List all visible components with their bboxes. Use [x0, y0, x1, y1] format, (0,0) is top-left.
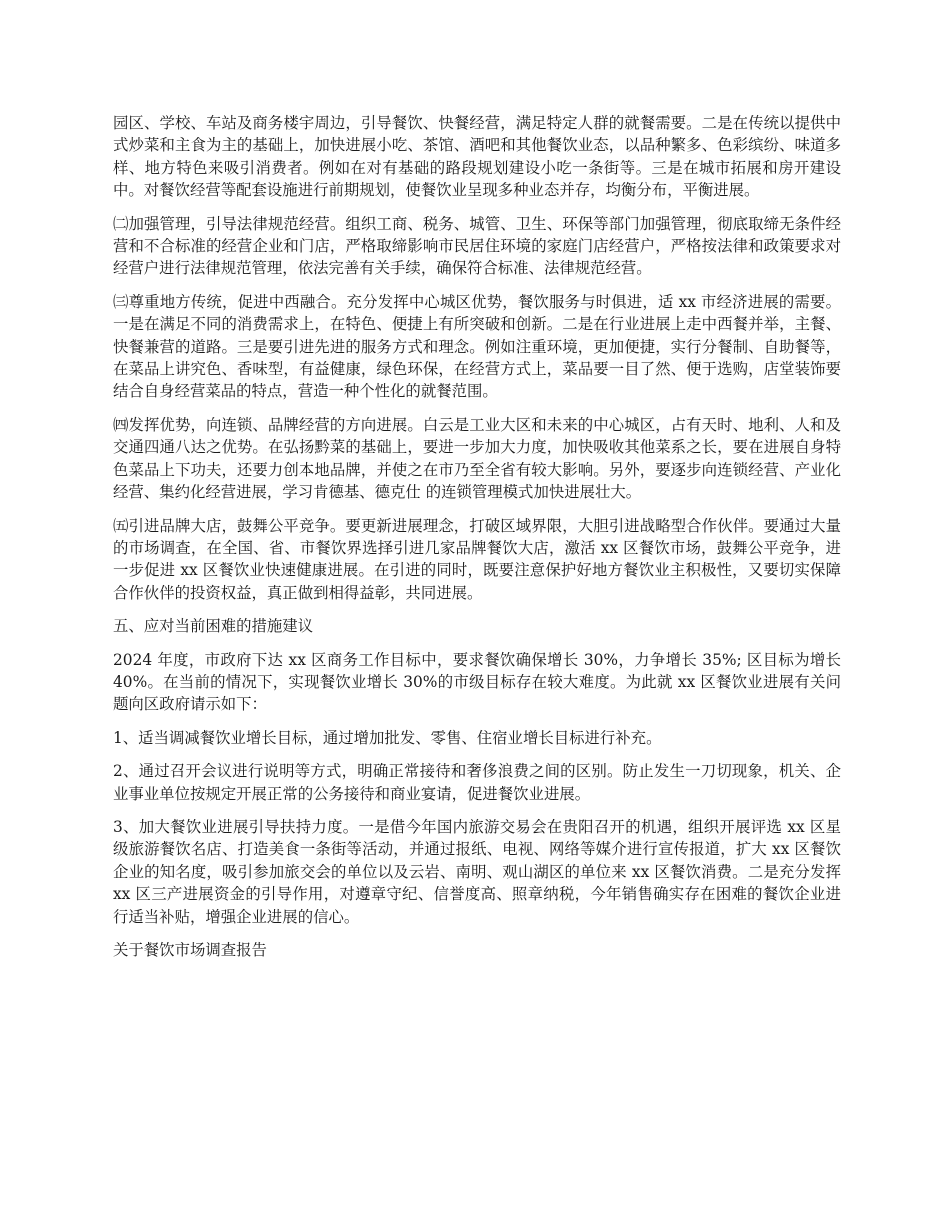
- list-item-1: 1、适当调减餐饮业增长目标，通过增加批发、零售、住宿业增长目标进行补充。: [113, 728, 662, 747]
- paragraph-item-4: ㈣发挥优势，向连锁、品牌经营的方向进展。白云是工业大区和未来的中心城区，占有天时、地利、人和及交通四通八达之优势。在弘扬黔菜的基础上，要进一步加大力度，加快吸收其他菜系之长，要在进展自身特色菜品上下功夫，还要力创本地品牌，并使之在市乃至全省有较大影响。另外，要逐步向连锁经营、产业化经营、集约化经营进展，学习肯德基、德克仕 的连锁管理模式加快进展壮大。: [113, 415, 841, 502]
- paragraph-intro: 园区、学校、车站及商务楼宇周边，引导餐饮、快餐经营，满足特定人群的就餐需要。二是在传统以提供中式炒菜和主食为主的基础上，加快进展小吃、茶馆、酒吧和其他餐饮业态，以品种繁多、色彩缤纷、味道多样、地方特色来吸引消费者。例如在对有基础的路段规划建设小吃一条街等。三是在城市拓展和房开建设中。对餐饮经营等配套设施进行前期规划，使餐饮业呈现多种业态并存，均衡分布，平衡进展。: [113, 114, 841, 200]
- paragraph-item-3: ㈢尊重地方传统，促进中西融合。充分发挥中心城区优势，餐饮服务与时俱进，适 xx 市经济进展的需要。一是在满足不同的消费需求上，在特色、便捷上有所突破和创新。二是在行业进展上走中西餐并举，主餐、快餐兼营的道路。三是要引进先进的服务方式和理念。例如注重环境，更加便捷，实行分餐制、自助餐等，在菜品上讲究色、香味型，有益健康，绿色环保，在经营方式上，菜品要一目了然、便于选购，店堂装饰要结合自身经营菜品的特点，营造一种个性化的就餐范围。: [113, 292, 841, 401]
- list-item-2: 2、通过召开会议进行说明等方式，明确正常接待和奢侈浪费之间的区别。防止发生一刀切现象，机关、企业事业单位按规定开展正常的公务接待和商业宴请，促进餐饮业进展。: [113, 762, 841, 803]
- paragraph-item-2: ㈡加强管理，引导法律规范经营。组织工商、税务、城管、卫生、环保等部门加强管理，彻底取缔无条件经营和不合标准的经营企业和门店，严格取缔影响市民居住环境的家庭门店经营户，严格按法律和政策要求对经营户进行法律规范管理，依法完善有关手续，确保符合标准、法律规范经营。: [113, 214, 841, 278]
- closing-title: 关于餐饮市场调查报告: [113, 941, 267, 959]
- paragraph-targets: 2024 年度，市政府下达 xx 区商务工作目标中，要求餐饮确保增长 30%，力争增长 35%; 区目标为增长 40%。在当前的情况下，实现餐饮业增长 30%的市级目标存在较大难度。为此就 xx 区餐饮业进展有关问题向区政府请示如下：: [113, 650, 841, 714]
- paragraph-item-5: ㈤引进品牌大店，鼓舞公平竞争。要更新进展理念，打破区域界限，大胆引进战略型合作伙伴。要通过大量的市场调查，在全国、省、市餐饮界选择引进几家品牌餐饮大店，激活 xx 区餐饮市场，鼓舞公平竞争，进一步促进 xx 区餐饮业快速健康进展。在引进的同时，既要注意保护好地方餐饮业主积极性，又要切实保障合作伙伴的投资权益，真正做到相得益彰，共同进展。: [113, 516, 841, 602]
- document-page: [113, 112, 841, 972]
- list-item-3: 3、加大餐饮业进展引导扶持力度。一是借今年国内旅游交易会在贵阳召开的机遇，组织开展评选 xx 区星级旅游餐饮名店、打造美食一条街等活动，并通过报纸、电视、网络等媒介进行宣传报道，扩大 xx 区餐饮企业的知名度，吸引参加旅交会的单位以及云岩、南明、观山湖区的单位来 xx 区餐饮消费。二是充分发挥 xx 区三产进展资金的引导作用，对遵章守纪、信誉度高、照章纳税，今年销售确实存在困难的餐饮企业进行适当补贴，增强企业进展的信心。: [113, 817, 841, 926]
- section-heading: 五、应对当前困难的措施建议: [113, 617, 314, 636]
